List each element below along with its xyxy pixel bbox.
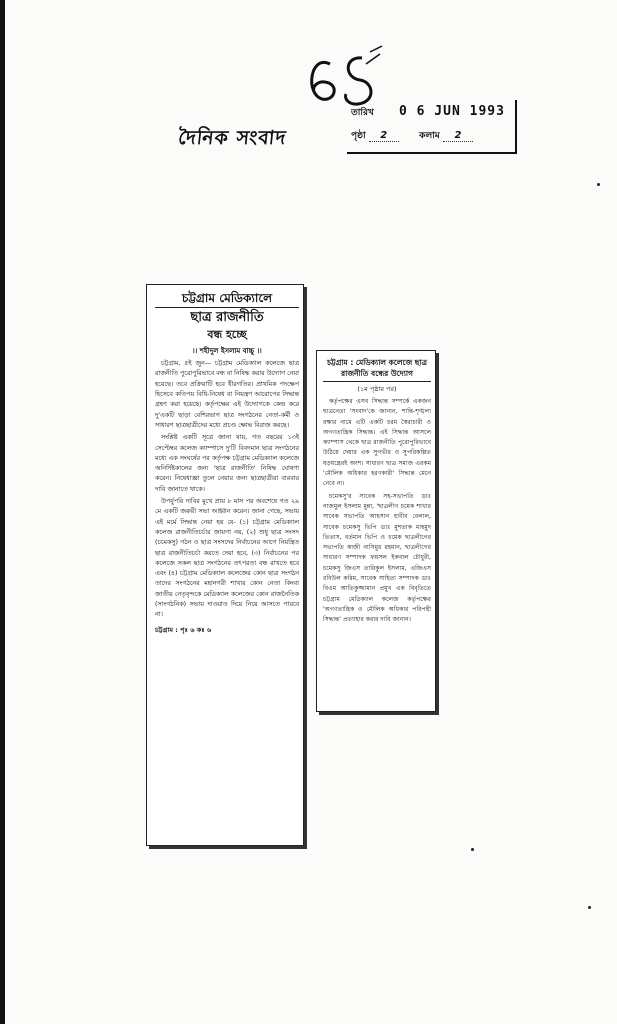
- news-clipping-continued: [316, 350, 436, 712]
- scan-left-edge: [0, 0, 5, 1024]
- stamp-date-label: তারিখ: [351, 108, 374, 118]
- newspaper-masthead: দৈনিক সংবাদ: [177, 127, 288, 149]
- stamp-date: 0 6 JUN 1993: [399, 104, 505, 119]
- headline-line-3: বন্ধ হচ্ছে: [207, 327, 247, 341]
- continued-subhead: (১ম পৃষ্ঠার পর): [357, 385, 397, 393]
- stamp-column-value: 2: [443, 130, 473, 142]
- scan-speck: [597, 183, 600, 186]
- continued-headline: চট্টগ্রাম : মেডিক্যাল কলেজে ছাত্র রাজনীতি বন্ধের উদ্যোগ: [323, 357, 431, 382]
- article-paragraph: সংশ্লিষ্ট একটি সূত্রে জানা যায়, গত বছরের ১৩ই সেপ্টেম্বর কলেজ ক্যাম্পাসে দু'টি বিবদমান ছাত্র সংগঠনের মধ্যে এক সংঘর্ষের পর কর্তৃপক্ষ চট্টগ্রাম মেডিক্যাল কলেজে অনির্দিষ্টকালের জন্য 'ছাত্র রাজনীতি' নিষিদ্ধ ঘোষণা করেন। নিষেধাজ্ঞা তুলে নেয়ার জন্য ছাত্রছাত্রীরা বারবার দাবি জানাতে থাকে।: [155, 434, 299, 493]
- scan-speck: [471, 848, 474, 851]
- article-paragraph: চট্টগ্রাম, ৫ই জুন— চট্টগ্রাম মেডিক্যাল কলেজে ছাত্র রাজনীতি পুরোপুরিভাবে বন্ধ বা নিষিদ্ধ করার উদ্যোগ নেয়া হয়েছে। তবে প্রক্রিয়াটি হবে ধীরগতির। প্রাথমিক পদক্ষেপ হিসেবে কতিপয় বিধি-নিষেধ বা নিয়ন্ত্রণ আরোপের সিদ্ধান্ত গ্রহণ করা হয়েছে। কর্তৃপক্ষের এই উদ্যোগকে কেন্দ্র করে দু'একটি ছাড়া বেশিরভাগ ছাত্র সংগঠনের নেতা-কর্মী ও সাধারণ ছাত্রছাত্রীদের মধ্যে প্রচণ্ড ক্ষোভ বিরাজ করছে।: [155, 360, 300, 429]
- article-paragraph: চমেকসু'র সাবেক সহ-সভাপতি ডাঃ নাজমুল ইসলাম মুন্না, 'ছাত্রলীগ চমেক শাখার সাবেক সভাপতি আহসান হাবীব বেলাল, সাবেক চমেকসু ভিপি ডাঃ মুশতাক মাহমুদ তিতাস, বর্তমান ভিপি ও চমেক ছাত্রলীগের সভাপতি কাজী নাসিমুর রহমান, ছাত্রলীগের সাধারণ সম্পাদক ফয়সল ইকবাল চৌধুরী, চমেকসু জিএস তারিকুল ইসলাম, এজিএস রবিউল করিম, সাবেক সাহিত্য সম্পাদক ডাঃ বিএম আতিকুজ্জামান প্রমুখ এক বিবৃতিতে চট্টগ্রাম মেডিক্যাল কলেজ কর্তৃপক্ষের 'অগণতান্ত্রিক ও মৌলিক অধিকার পরিপন্থী সিদ্ধান্ত' প্রত্যাহার করার দাবি জানান।: [323, 492, 431, 624]
- scan-speck: [588, 906, 591, 909]
- news-clipping-main: [146, 284, 304, 846]
- continuation-reference: চট্টগ্রাম : পৃঃ ৬ কঃ ৬: [155, 625, 212, 634]
- stamp-column-label: কলাম: [419, 131, 440, 141]
- article-paragraph: কর্তৃপক্ষের এসব সিদ্ধান্ত সম্পর্কে একজন ছাত্রনেতা 'সংবাদ'কে জানান, শান্তি-শৃঙ্খলা রক্ষার নামে এটি একটি চরম স্বৈরাচারী ও অগণতান্ত্রিক সিদ্ধান্ত। এই সিদ্ধান্ত আসলে ক্যাম্পাস থেকে ছাত্র রাজনীতি পুরোপুরিভাবে উঠিয়ে দেয়ার এক সুগভীর ও সুপরিকল্পিত ষড়যন্ত্রেরই অংশ। সাধারণ ছাত্র সমাজ এরকম 'মৌলিক অধিকার হরণকারী' সিদ্ধান্ত মেনে নেবে না।: [323, 398, 431, 488]
- article-paragraph: উপর্যুপরি দাবির মুখে প্রায় ৮ মাস পর অবশেষে গত ২৯ মে একটি জরুরী সভা আহ্বান করেন। জানা গেছে, সভায় এই মর্মে সিদ্ধান্ত নেয়া হয় যে- (১) চট্টগ্রাম মেডিক্যাল কলেজ রাজনীতিচর্চার জায়গা নয়, (২) শুধু ছাত্র সংসদ (চমেকসু) গঠন ও ছাত্র সংসদের নির্বাচনের আগে নিয়ন্ত্রিত ছাত্র রাজনীতিচর্চা করতে দেয়া হবে, (৩) নির্বাচনের পর কলেজে সকল ছাত্র সংগঠনের তৎপরতা বন্ধ রাখতে হবে এবং (৪) চট্টগ্রাম মেডিক্যাল কলেজের কোন ছাত্র সংগঠন তাদের সংগঠনের মহানগরী শাখার কোন নেতা কিংবা জাতীয় নেতৃবৃন্দকে মেডিক্যাল কলেজের কোন রাজনৈতিক (সাংগঠনিক) সভায় দাওয়াত দিয়ে নিয়ে আসতে পারবে না।: [155, 498, 299, 619]
- stamp-page-label: পৃষ্ঠা: [351, 131, 366, 141]
- headline-line-1: চট্টগ্রাম মেডিক্যালে: [155, 291, 299, 308]
- archive-date-stamp: [347, 100, 517, 154]
- byline: ।। শহীদুল ইসলাম বাচ্চু ।।: [192, 347, 262, 356]
- stamp-page-value: 2: [369, 130, 399, 142]
- headline-line-2: ছাত্র রাজনীতি: [190, 310, 264, 326]
